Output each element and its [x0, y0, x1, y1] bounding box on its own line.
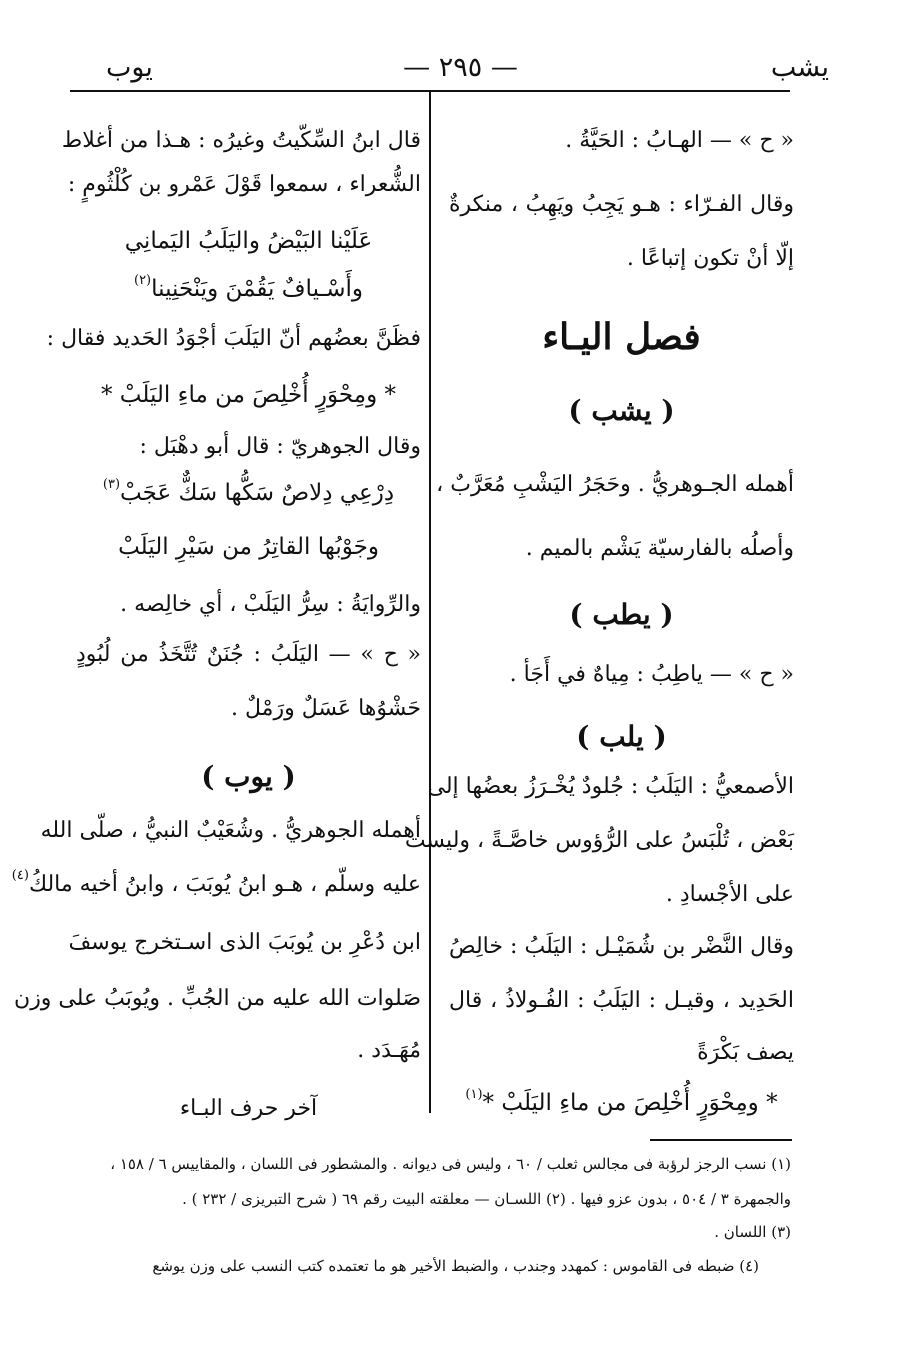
line-text: قال ابنُ السِّكّيتُ وغيرُه : هـذا من أغلاط — [61, 128, 421, 153]
line-text: فصل اليـاء — [542, 316, 701, 358]
line-text: فظَنَّ بعضُهم أنّ اليَلَبَ أجْوَدُ الحَديد فقال : — [46, 326, 421, 351]
line-text: عليه وسلّم ، هـو ابنُ يُوبَبَ ، وابنُ أخيه مالكُ — [28, 872, 421, 897]
right-column-line — [449, 714, 794, 760]
line-text: ( يوب ) — [201, 760, 296, 793]
right-column-line — [449, 388, 794, 434]
line-text: يصف بَكْرَةً — [697, 1040, 794, 1065]
right-column — [404, 118, 794, 1116]
footnote-1: (١) نسب الرجز لرؤبة فى مجالس ثعلب / ٦٠ ، وليس فى ديوانه . والمشطور فى اللسان ، والمقاييس ٦ / ١٥٨ ، — [110, 1155, 791, 1173]
left-column-line — [46, 316, 421, 362]
line-text: والرِّوايَةُ : سِرُّ اليَلَبْ ، أي خالِصه . — [120, 592, 421, 617]
left-column-line — [76, 582, 421, 628]
right-column-line — [449, 924, 794, 970]
header-left-entry: يوب — [106, 52, 153, 83]
right-column-line — [449, 182, 794, 228]
line-text: وجَوْبُها القاتِرُ من سَيْرِ اليَلَبْ — [118, 534, 379, 560]
left-column-line — [14, 976, 421, 1022]
footnote-rule — [650, 1139, 792, 1141]
line-text: ( يلب ) — [576, 720, 667, 753]
line-text: الشُّعراء ، سمعوا قَوْلَ عَمْرو بن كُلْثُومٍ : — [67, 172, 421, 197]
left-column-line — [61, 118, 421, 164]
line-text: صَلوات الله عليه من الجُبِّ . ويُوبَبُ على وزن — [14, 986, 421, 1011]
left-column-line — [76, 218, 421, 264]
column-divider — [429, 92, 431, 1113]
left-column-line — [68, 920, 421, 966]
right-column-line — [449, 872, 794, 918]
footnote-marker: (١) — [465, 1087, 483, 1102]
line-text: الحَدِيد ، وقيـل : اليَلَبُ : الفُـولاذُ ، قال — [449, 988, 794, 1013]
left-column-line — [76, 424, 421, 470]
left-column-line — [76, 266, 421, 312]
left-column-line — [76, 372, 421, 418]
right-column-line — [449, 236, 794, 282]
line-text: الأصمعيُّ : اليَلَبُ : جُلودٌ يُخْـرَزُ بعضُها إلى — [427, 774, 794, 799]
right-column-line — [436, 462, 794, 508]
line-text: بَعْض ، تُلْبَسُ على الرُّؤوس خاصَّـةً ، وليست — [404, 828, 794, 853]
footnote-marker: (٣) — [102, 477, 121, 492]
header-right-entry: يشب — [770, 52, 829, 83]
line-text: ( يطب ) — [569, 598, 674, 631]
line-text: وأصلُه بالفارسيّة يَشْم بالميم . — [525, 536, 794, 561]
left-column-line — [76, 754, 421, 800]
line-text: * ومِحْوَرٍ أُخْلِصَ من ماءِ اليَلَبْ * — [100, 382, 397, 408]
line-text: إلّا أنْ تكون إتباعًا . — [626, 246, 794, 271]
left-column-line — [76, 686, 421, 732]
right-column-line — [449, 1030, 794, 1076]
page-number: — ٢٩٥ — — [403, 52, 518, 83]
footnote-2: والجمهرة ٣ / ٥٠٤ ، بدون عزو فيها . (٢) اللسـان — معلقته البيت رقم ٦٩ ( شرح التبريزى / ٢٣٢ ) . — [182, 1190, 791, 1208]
line-text: أهمله الجوهريُّ . وشُعَيْبٌ النبيُّ ، صلّى الله — [40, 818, 421, 843]
left-column-line — [76, 1086, 421, 1132]
line-text: حَشْوُها عَسَلٌ ورَمْلٌ . — [231, 696, 421, 721]
left-column-line — [76, 1028, 421, 1074]
right-column-line — [427, 764, 794, 810]
left-column-line — [76, 632, 421, 678]
line-text: وأَسْـيافٌ يَقُمْنَ ويَنْحَنِينا — [151, 276, 364, 302]
right-column-line — [449, 978, 794, 1024]
line-text: « ح » — اليَلَبُ : جُنَنٌ تُتَّخَذُ من لُبُودٍ — [76, 642, 421, 667]
left-column-line — [76, 470, 421, 516]
line-text: ( يشب ) — [568, 394, 675, 427]
left-column-line — [11, 862, 421, 908]
left-column-line — [40, 808, 421, 854]
right-column-line — [449, 118, 794, 164]
footnote-4: (٤) ضبطه فى القاموس : كمهدد وجندب ، والضبط الأخير هو ما تعتمده كتب النسب على وزن يوشع — [152, 1257, 759, 1275]
line-text: دِرْعِي دِلاصٌ سَكُّها سَكٌّ عَجَبْ — [120, 480, 395, 506]
right-column-line — [449, 652, 794, 698]
line-text: وقال الجوهريّ : قال أبو دهْبَل : — [139, 434, 421, 459]
line-text: ابن دُعْرِ بن يُوبَبَ الذى اسـتخرج يوسفَ — [68, 930, 421, 955]
right-column-line — [449, 314, 794, 360]
right-column-line — [449, 526, 794, 572]
line-text: « ح » — ياطِبُ : مِياهٌ في أَجَأ . — [509, 662, 794, 687]
right-column-line — [449, 592, 794, 638]
line-text: آخر حرف البـاء — [179, 1096, 318, 1121]
footnote-marker: (٢) — [133, 273, 152, 288]
line-text: أهمله الجـوهريُّ . وحَجَرُ اليَشْبِ مُعَرَّبٌ ، — [436, 472, 794, 497]
footnote-3: (٣) اللسان . — [714, 1223, 791, 1241]
left-column — [11, 118, 421, 1121]
right-column-line — [449, 1080, 794, 1126]
line-text: عَلَيْنا البَيْضُ واليَلَبُ اليَمانِي — [124, 228, 373, 254]
line-text: * ومِحْوَرٍ أُخْلِصَ من ماءِ اليَلَبْ * — [482, 1090, 778, 1116]
line-text: مُهَـدَد . — [357, 1038, 421, 1063]
line-text: « ح » — الهـابُ : الحَيَّةُ . — [565, 128, 794, 153]
footnote-marker: (٤) — [11, 868, 29, 883]
line-text: على الأجْسادِ . — [665, 882, 794, 907]
right-column-line — [404, 818, 794, 864]
line-text: وقال الفـرّاء : هـو يَجِبُ ويَهِبُ ، منكرةٌ — [449, 192, 794, 217]
left-column-line — [67, 162, 421, 208]
line-text: وقال النَّضْر بن شُمَيْـل : اليَلَبُ : خالِصُ — [449, 934, 794, 959]
left-column-line — [76, 524, 421, 570]
